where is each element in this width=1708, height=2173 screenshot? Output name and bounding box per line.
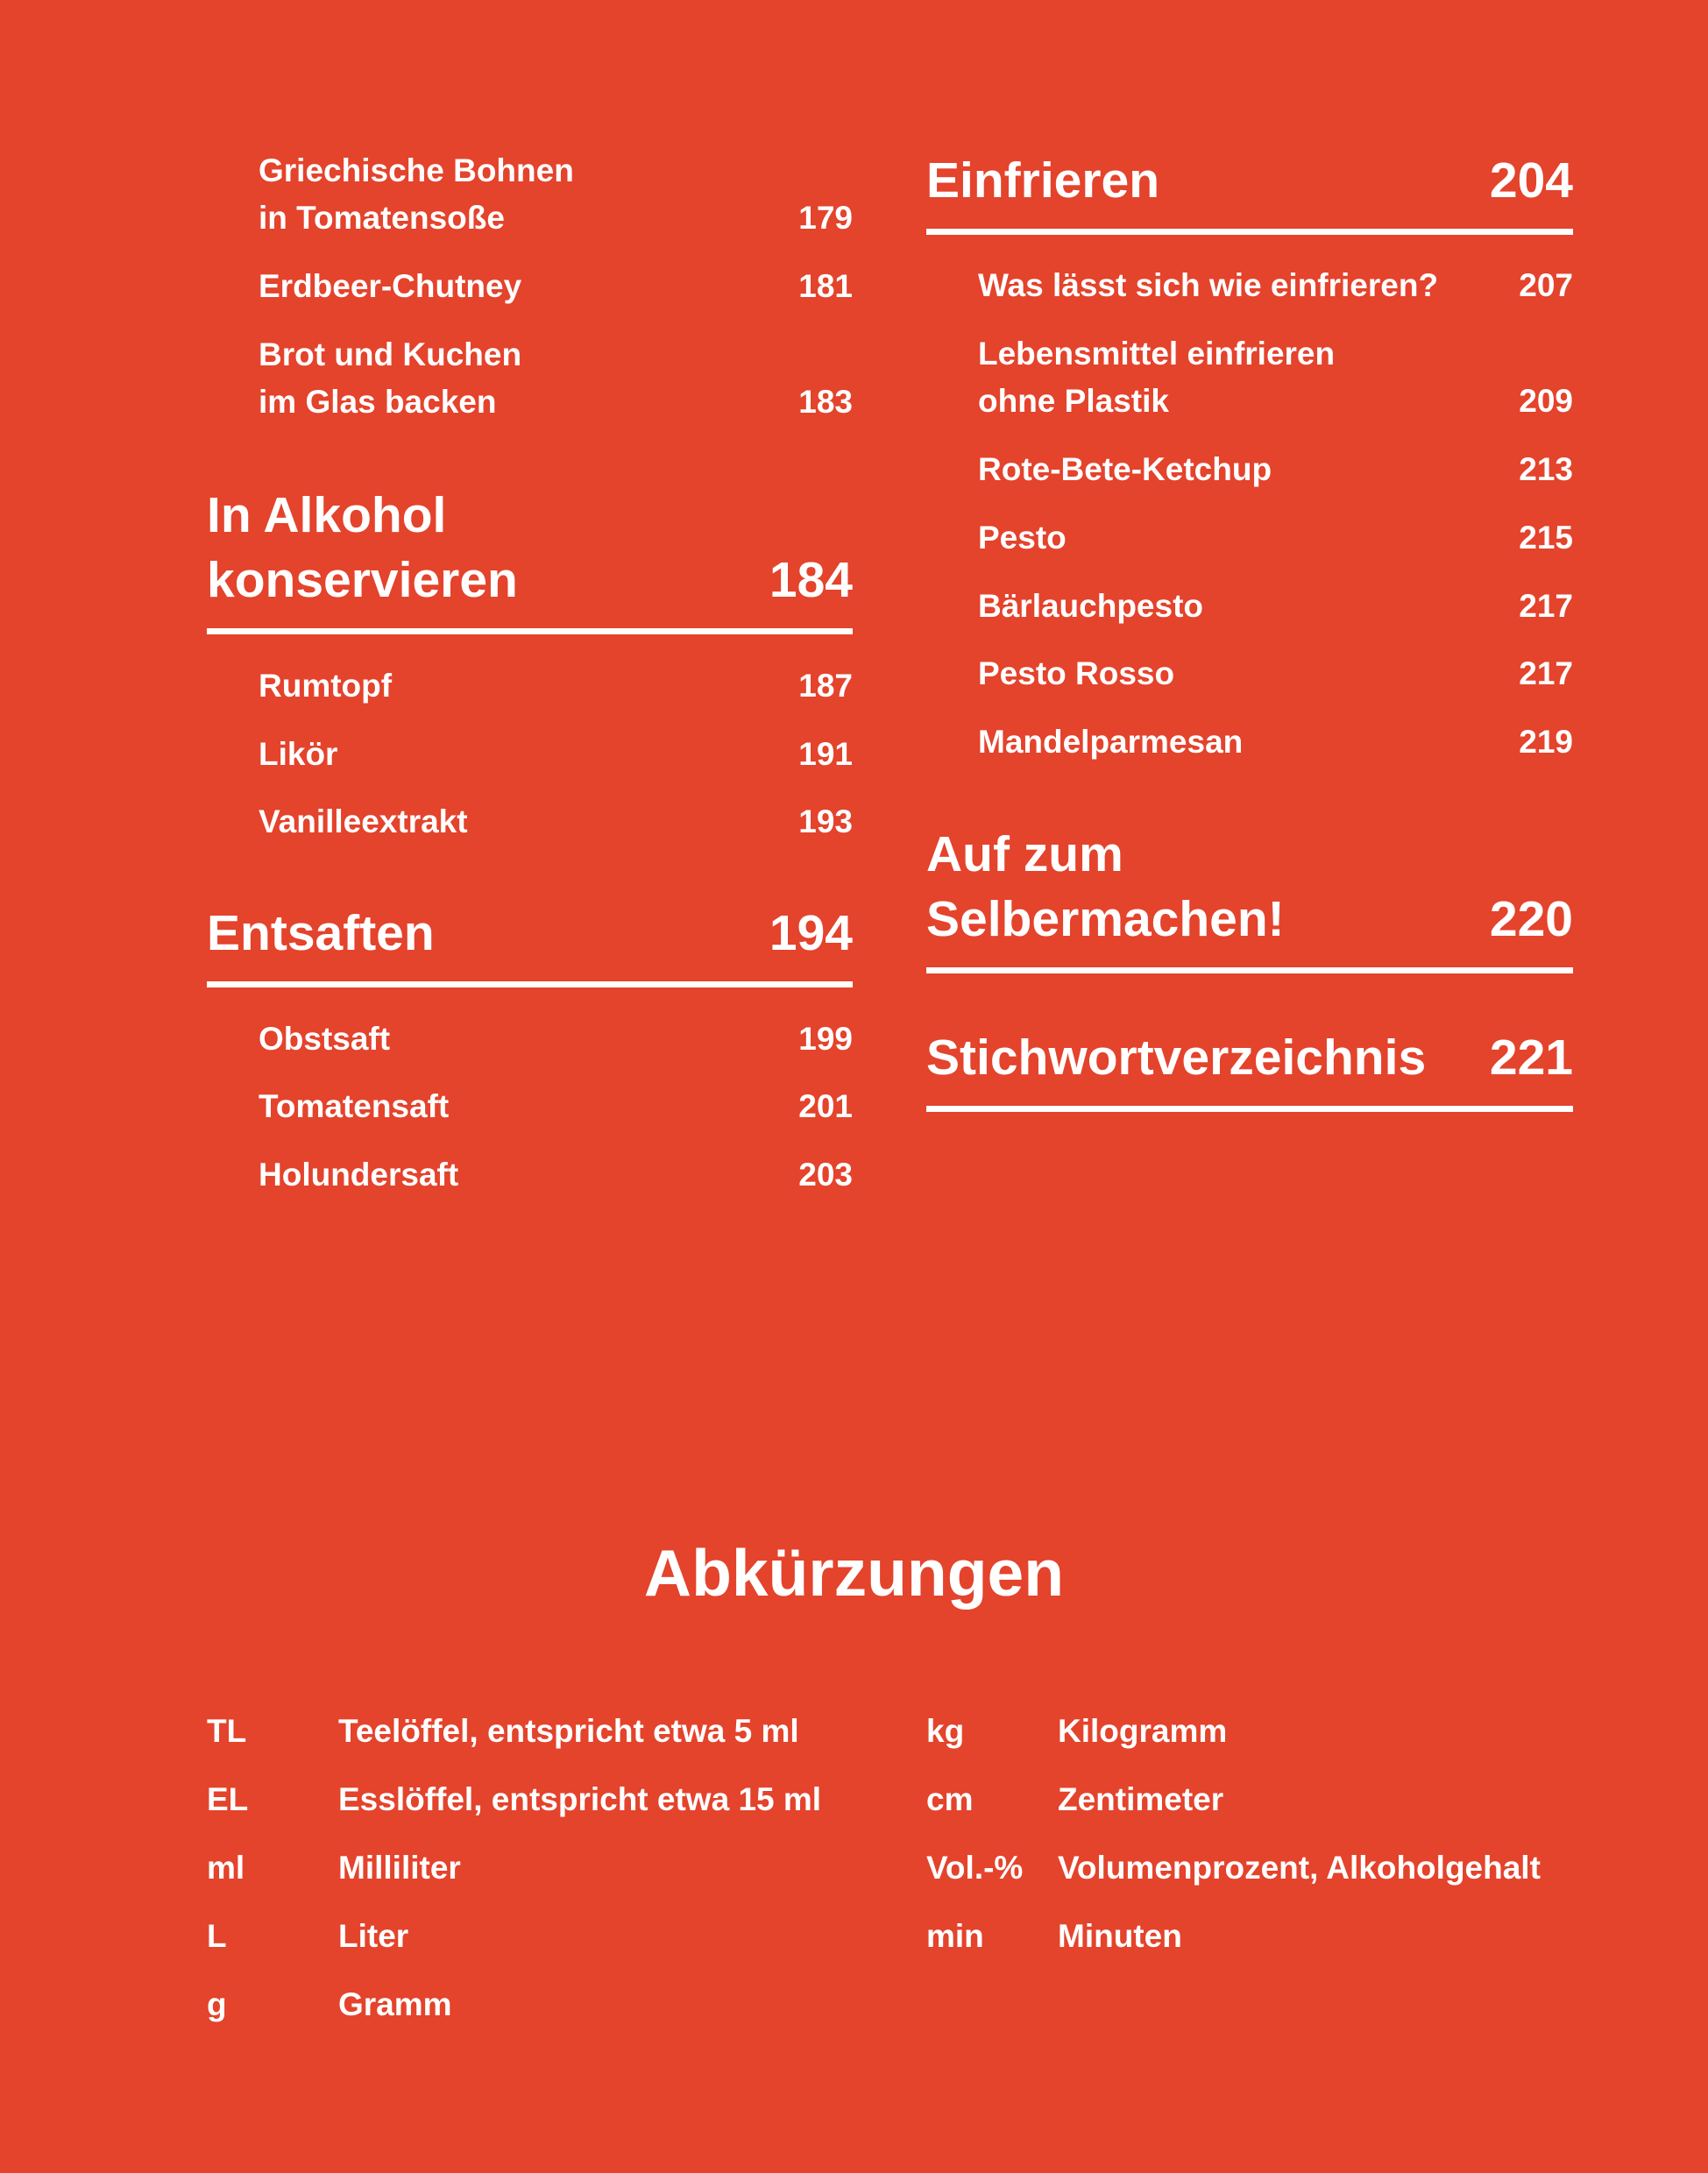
- toc-page-number: 221: [1489, 1030, 1573, 1086]
- toc-page-number: 181: [798, 268, 853, 304]
- abbreviation-key: ml: [207, 1850, 245, 1886]
- toc-entry-title: Mandelparmesan: [978, 724, 1244, 760]
- toc-page-number: 215: [1519, 520, 1573, 556]
- abbreviation-meaning: Liter: [338, 1918, 409, 1954]
- toc-entry-title: Pesto: [978, 520, 1067, 556]
- toc-page-number: 203: [798, 1157, 853, 1193]
- abbreviation-row: [207, 1847, 855, 1915]
- abbreviations-right-column: [926, 1710, 1592, 1984]
- abbreviations-left-column: [207, 1710, 855, 2052]
- toc-entry-title: Lebensmittel einfrieren: [978, 336, 1336, 372]
- toc-entry-title: Vanilleextrakt: [259, 803, 468, 839]
- toc-entry-title: ohne Plastik: [978, 383, 1169, 419]
- abbreviation-key: L: [207, 1918, 227, 1954]
- toc-entry-title: Likör: [259, 736, 338, 772]
- toc-entry[interactable]: [259, 147, 853, 242]
- toc-page-number: 213: [1519, 451, 1573, 487]
- toc-entry-title: Griechische Bohnen: [259, 152, 574, 188]
- abbreviation-row: [926, 1779, 1592, 1847]
- toc-entry-title: Erdbeer-Chutney: [259, 268, 522, 304]
- abbreviation-row: [207, 1984, 855, 2052]
- abbreviation-meaning: Minuten: [1058, 1918, 1182, 1954]
- toc-section-title: Entsaften: [207, 905, 435, 961]
- toc-page-number: 193: [798, 803, 853, 839]
- toc-page-number: 201: [798, 1088, 853, 1124]
- toc-page-number: 183: [798, 384, 853, 420]
- toc-entry[interactable]: [259, 331, 853, 426]
- toc-entry[interactable]: [259, 662, 853, 710]
- toc-entry[interactable]: [259, 1083, 853, 1130]
- toc-entry[interactable]: [978, 583, 1573, 630]
- toc-section[interactable]: [926, 1025, 1573, 1112]
- toc-entry[interactable]: [978, 650, 1573, 697]
- abbreviation-meaning: Milliliter: [338, 1850, 461, 1886]
- abbreviation-row: [207, 1779, 855, 1847]
- toc-entry-title: Pesto Rosso: [978, 655, 1175, 691]
- toc-entry-title: Rote-Bete-Ketchup: [978, 451, 1272, 487]
- toc-entry-title: im Glas backen: [259, 384, 497, 420]
- toc-page-number: 191: [798, 736, 853, 772]
- toc-entry-title: Holundersaft: [259, 1157, 459, 1193]
- toc-entry[interactable]: [259, 1151, 853, 1199]
- abbreviation-meaning: Zentimeter: [1058, 1781, 1224, 1817]
- toc-entry[interactable]: [978, 262, 1573, 309]
- toc-section-title: In Alkohol: [207, 487, 447, 543]
- abbreviation-row: [926, 1847, 1592, 1915]
- toc-entry[interactable]: [978, 446, 1573, 493]
- toc-section[interactable]: [926, 822, 1573, 973]
- abbreviation-row: [926, 1915, 1592, 1984]
- toc-entry[interactable]: [978, 330, 1573, 425]
- toc-section[interactable]: [207, 483, 853, 634]
- toc-section-title: Selbermachen!: [926, 891, 1285, 947]
- toc-page-number: 207: [1519, 267, 1573, 303]
- toc-entry-title: Tomatensaft: [259, 1088, 450, 1124]
- toc-page-number: 179: [798, 200, 853, 236]
- abbreviations-title: Abkürzungen: [643, 1536, 1065, 1610]
- abbreviation-row: [207, 1915, 855, 1984]
- toc-section-title: Stichwortverzeichnis: [926, 1030, 1427, 1086]
- toc-page-number: 187: [798, 668, 853, 704]
- abbreviation-key: Vol.-%: [926, 1850, 1024, 1886]
- toc-entry[interactable]: [978, 514, 1573, 562]
- abbreviation-meaning: Gramm: [338, 1986, 452, 2022]
- toc-page-number: 199: [798, 1021, 853, 1057]
- toc-page-number: 209: [1519, 383, 1573, 419]
- toc-entry-title: Obstsaft: [259, 1021, 391, 1057]
- abbreviation-meaning: Volumenprozent, Alkoholgehalt: [1058, 1850, 1541, 1886]
- abbreviation-key: TL: [207, 1713, 247, 1749]
- toc-entry-title: in Tomatensoße: [259, 200, 505, 236]
- toc-section-title: konservieren: [207, 552, 518, 608]
- toc-section-title: Auf zum: [926, 826, 1123, 882]
- toc-entry-title: Brot und Kuchen: [259, 336, 522, 372]
- toc-page-number: 217: [1519, 655, 1573, 691]
- toc-entry-title: Was lässt sich wie einfrieren?: [978, 267, 1439, 303]
- abbreviation-key: cm: [926, 1781, 974, 1817]
- abbreviation-key: kg: [926, 1713, 965, 1749]
- toc-entry[interactable]: [259, 1016, 853, 1063]
- toc-page-number: 220: [1489, 891, 1573, 947]
- toc-section[interactable]: [207, 901, 853, 987]
- toc-page-number: 194: [769, 905, 853, 961]
- toc-entry[interactable]: [259, 798, 853, 846]
- toc-entry[interactable]: [259, 731, 853, 778]
- abbreviation-row: [207, 1710, 855, 1779]
- abbreviation-meaning: Esslöffel, entspricht etwa 15 ml: [338, 1781, 822, 1817]
- abbreviation-meaning: Kilogramm: [1058, 1713, 1228, 1749]
- abbreviation-key: min: [926, 1918, 984, 1954]
- toc-page-number: 184: [769, 552, 853, 608]
- toc-page-number: 217: [1519, 588, 1573, 624]
- toc-entry-title: Rumtopf: [259, 668, 393, 704]
- abbreviation-row: [926, 1710, 1592, 1779]
- toc-page-number: 219: [1519, 724, 1573, 760]
- toc-entry-title: Bärlauchpesto: [978, 588, 1204, 624]
- abbreviation-key: g: [207, 1986, 227, 2022]
- toc-section[interactable]: [926, 148, 1573, 235]
- toc-section-title: Einfrieren: [926, 152, 1160, 209]
- abbreviation-key: EL: [207, 1781, 249, 1817]
- toc-entry[interactable]: [259, 263, 853, 310]
- toc-page-number: 204: [1489, 152, 1573, 209]
- abbreviation-meaning: Teelöffel, entspricht etwa 5 ml: [338, 1713, 799, 1749]
- toc-entry[interactable]: [978, 718, 1573, 766]
